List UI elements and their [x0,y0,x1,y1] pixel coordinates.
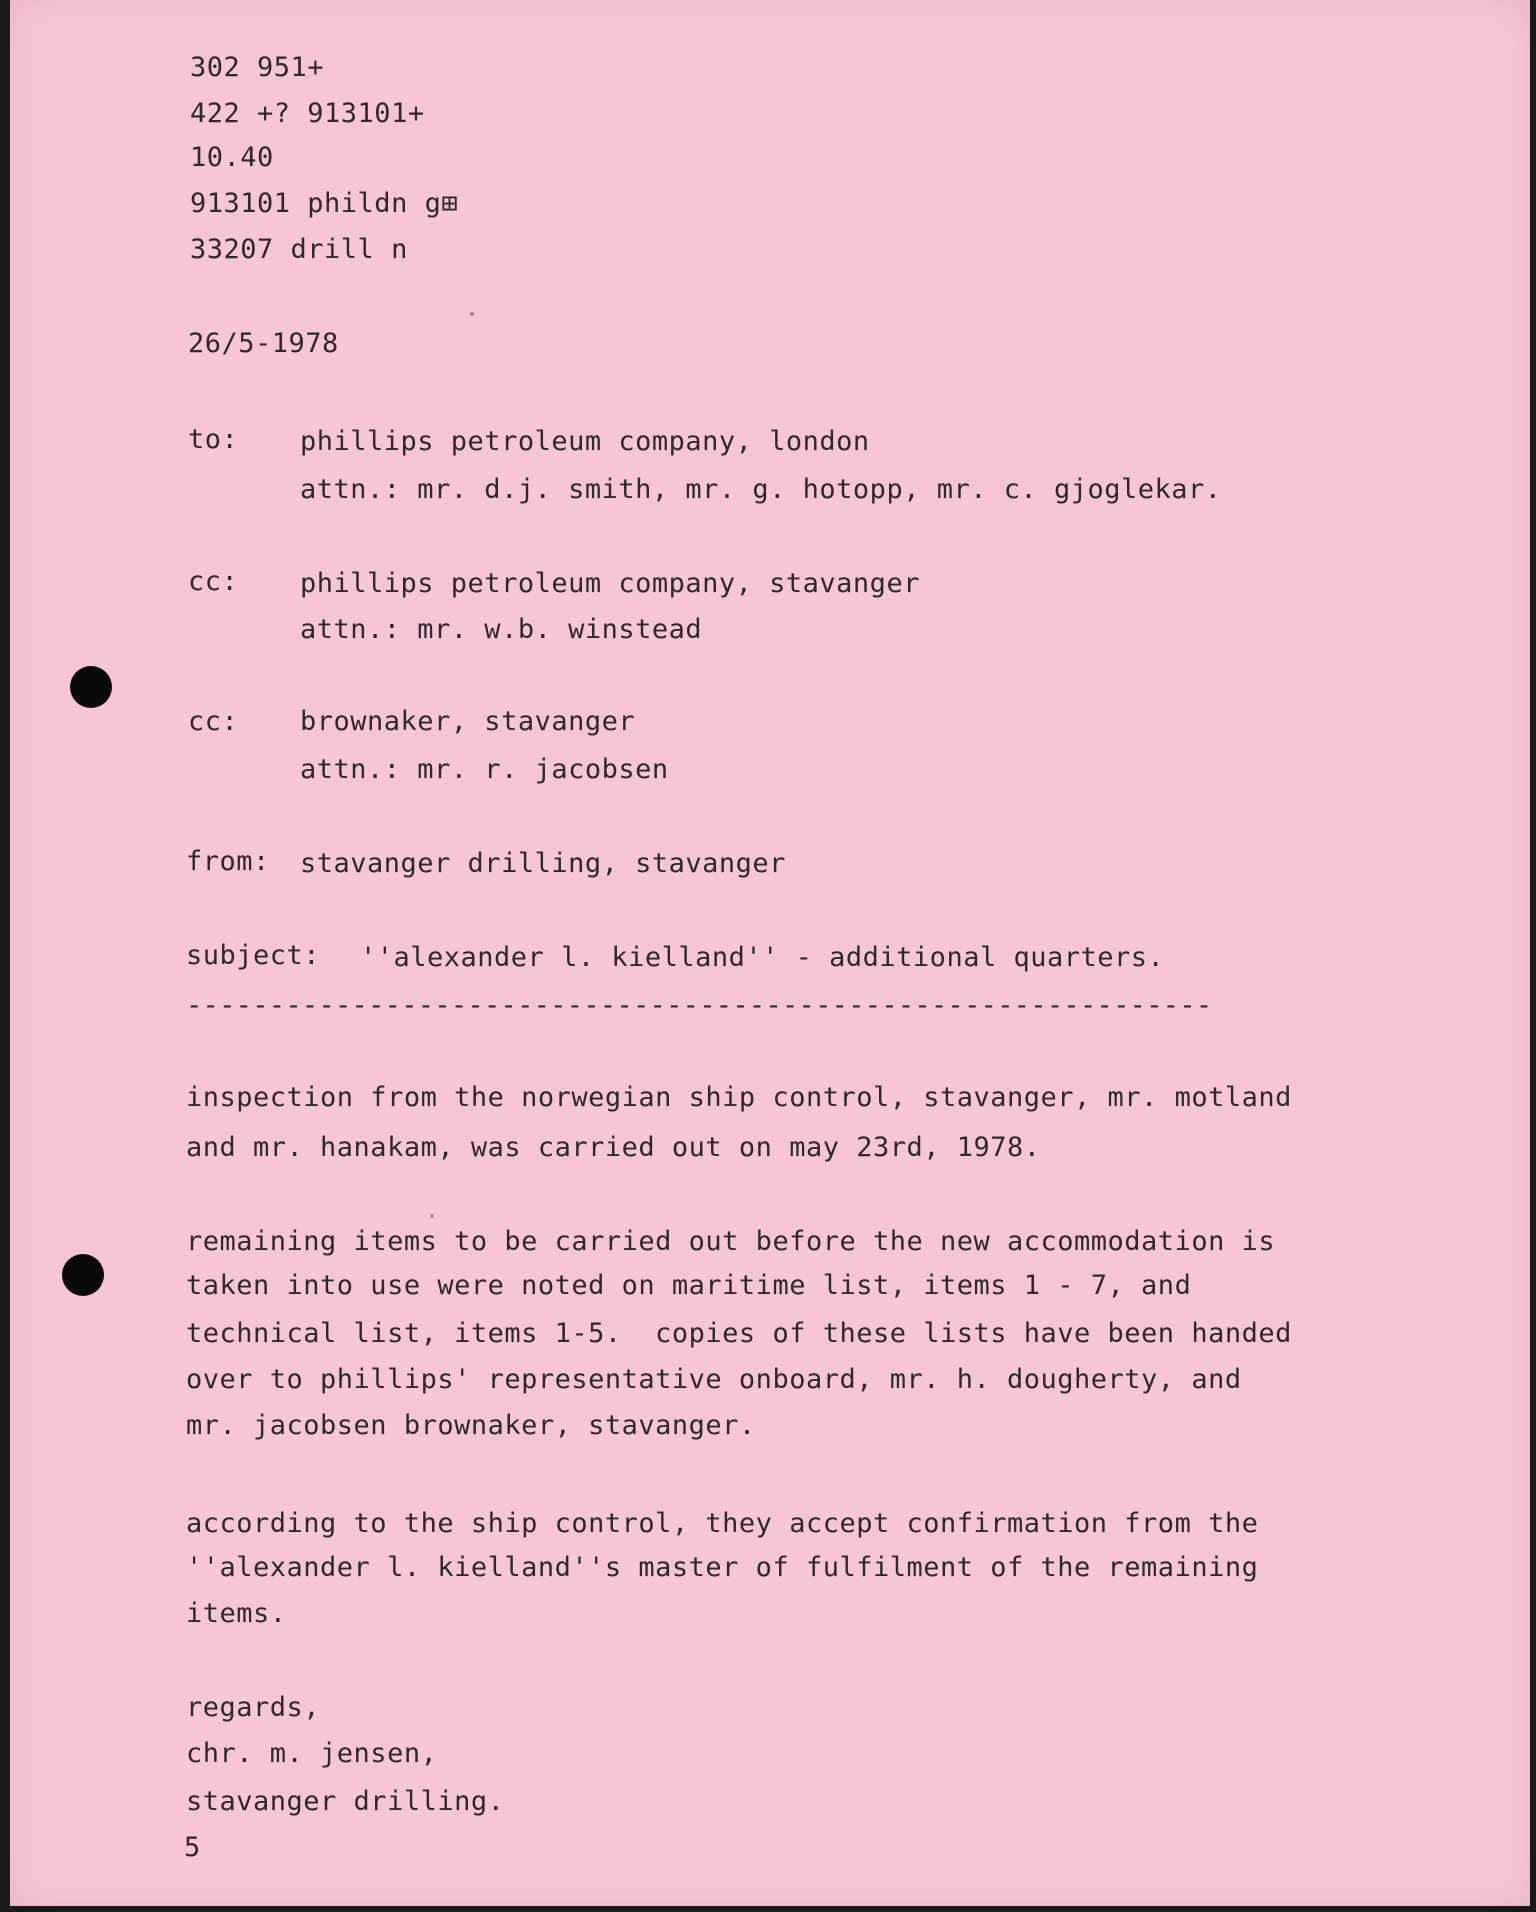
header-line-5: 33207 drill n [190,234,408,265]
body-p1-line-2: and mr. hanakam, was carried out on may 23rd, 1978. [186,1132,1041,1163]
punch-hole-icon [70,666,112,708]
body-p2-line-5: mr. jacobsen brownaker, stavanger. [186,1410,756,1441]
telex-page [10,0,1530,1906]
cc2-attn: attn.: mr. r. jacobsen [300,754,669,785]
header-line-1: 302 951+ [190,52,325,83]
cc2-label: cc: [188,706,239,737]
closing-company: stavanger drilling. [186,1786,505,1817]
header-line-3: 10.40 [190,142,274,173]
punch-hole-icon [62,1254,104,1296]
closing-regards: regards, [186,1692,321,1723]
cc2-recipient: brownaker, stavanger [300,706,636,737]
subject-label: subject: [186,940,321,971]
cc1-label: cc: [188,566,239,597]
from-sender: stavanger drilling, stavanger [300,848,786,879]
subject-underline: -------------------------------------------------------------- [186,990,1213,1021]
body-p3-line-1: according to the ship control, they accept confirmation from the [186,1508,1259,1539]
cc1-recipient: phillips petroleum company, stavanger [300,568,920,599]
page-number: 5 [184,1832,201,1863]
body-p1-line-1: inspection from the norwegian ship control, stavanger, mr. motland [186,1082,1292,1113]
to-attn: attn.: mr. d.j. smith, mr. g. hotopp, mr. c. gjoglekar. [300,474,1222,505]
paper-speck [470,312,474,316]
header-line-2: 422 +? 913101+ [190,98,425,129]
to-recipient: phillips petroleum company, london [300,426,870,457]
telex-date: 26/5-1978 [188,328,339,359]
body-p3-line-2: ''alexander l. kielland''s master of fulfilment of the remaining [186,1552,1259,1583]
to-label: to: [188,424,239,455]
body-p3-line-3: items. [186,1598,287,1629]
cc1-attn: attn.: mr. w.b. winstead [300,614,703,645]
body-p2-line-2: taken into use were noted on maritime list, items 1 - 7, and [186,1270,1192,1301]
closing-name: chr. m. jensen, [186,1738,438,1769]
body-p2-line-4: over to phillips' representative onboard, mr. h. dougherty, and [186,1364,1242,1395]
header-line-4: 913101 phildn g⊞ [190,188,459,219]
subject-text: ''alexander l. kielland'' - additional quarters. [360,942,1165,973]
body-p2-line-3: technical list, items 1-5. copies of these lists have been handed [186,1318,1292,1349]
paper-speck [430,1214,434,1218]
from-label: from: [186,846,270,877]
body-p2-line-1: remaining items to be carried out before the new accommodation is [186,1226,1276,1257]
